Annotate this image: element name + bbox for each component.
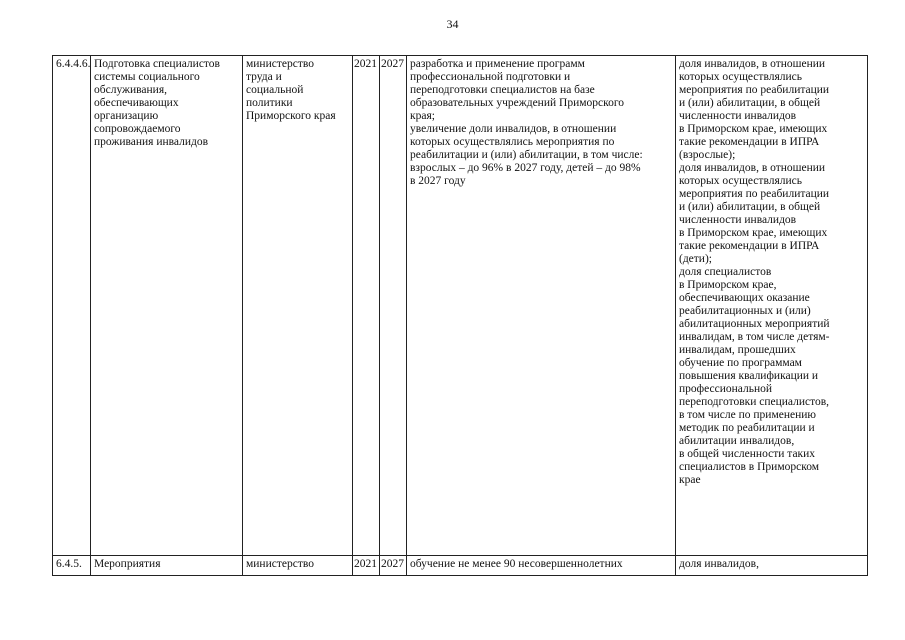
text-line: абилитации инвалидов,: [679, 435, 795, 447]
text-line: инвалидам, в том числе детям-: [679, 331, 830, 343]
text-line: министерство: [246, 558, 314, 570]
expected-result-cell: [407, 556, 676, 576]
text-line: доля инвалидов,: [679, 558, 759, 570]
year-end-cell: 2027: [380, 556, 407, 576]
text-line: увеличение доли инвалидов, в отношении: [410, 123, 617, 135]
text-line: системы социального: [94, 71, 200, 83]
text-line: труда и: [246, 71, 282, 83]
text-line: численности инвалидов: [679, 110, 797, 122]
text-line: которых осуществлялись мероприятия по: [410, 136, 615, 148]
text-line: инвалидам, прошедших: [679, 344, 796, 356]
text-line: которых осуществлялись: [679, 71, 802, 83]
text-line: доля инвалидов, в отношении: [679, 162, 826, 174]
text-line: в Приморском крае, имеющих: [679, 123, 828, 135]
text-line: абилитационных мероприятий: [679, 318, 830, 330]
text-line: сопровождаемого: [94, 123, 181, 135]
text-line: специалистов в Приморском: [679, 461, 820, 473]
text-line: такие рекомендации в ИПРА: [679, 240, 820, 252]
text-line: взрослых – до 96% в 2027 году, детей – до 98%: [410, 162, 641, 174]
text-line: образовательных учреждений Приморского: [410, 97, 625, 109]
row-number-cell: 6.4.4.6.: [53, 56, 91, 556]
text-line: повышения квалификации и: [679, 370, 819, 382]
text-line: методик по реабилитации и: [679, 422, 815, 434]
text-line: численности инвалидов: [679, 214, 797, 226]
text-line: профессиональной: [679, 383, 773, 395]
text-line: мероприятия по реабилитации: [679, 188, 830, 200]
text-line: в Приморском крае, имеющих: [679, 227, 828, 239]
text-line: (взрослые);: [679, 149, 736, 161]
row-number-cell: 6.4.5.: [53, 556, 91, 576]
text-line: в том числе по применению: [679, 409, 817, 421]
text-line: обеспечивающих оказание: [679, 292, 810, 304]
year-start-cell: 2021: [353, 56, 380, 556]
text-line: и (или) абилитации, в общей: [679, 201, 821, 213]
text-line: реабилитационных и (или): [679, 305, 811, 317]
text-line: которых осуществлялись: [679, 175, 802, 187]
text-line: профессиональной подготовки и: [410, 71, 571, 83]
year-start-cell: 2021: [353, 556, 380, 576]
text-line: в общей численности таких: [679, 448, 816, 460]
measures-table: [52, 55, 868, 576]
text-line: доля инвалидов, в отношении: [679, 58, 826, 70]
text-line: в Приморском крае,: [679, 279, 777, 291]
text-line: доля специалистов: [679, 266, 772, 278]
text-line: обучение по программам: [679, 357, 802, 369]
text-line: края;: [410, 110, 435, 122]
text-line: реабилитации и (или) абилитации, в том числе:: [410, 149, 643, 161]
indicator-cell: [676, 556, 868, 576]
text-line: такие рекомендации в ИПРА: [679, 136, 820, 148]
text-line: крае: [679, 474, 701, 486]
text-line: разработка и применение программ: [410, 58, 585, 70]
year-end-cell: 2027: [380, 56, 407, 556]
text-line: переподготовки специалистов на базе: [410, 84, 595, 96]
text-line: и (или) абилитации, в общей: [679, 97, 821, 109]
text-line: социальной: [246, 84, 304, 96]
text-line: обслуживания,: [94, 84, 167, 96]
table-row: [53, 56, 868, 556]
text-line: Приморского края: [246, 110, 336, 122]
text-line: Подготовка специалистов: [94, 58, 220, 70]
text-line: обеспечивающих: [94, 97, 179, 109]
measure-name-cell: [91, 556, 243, 576]
text-line: организацию: [94, 110, 159, 122]
text-line: (дети);: [679, 253, 712, 265]
text-line: обучение не менее 90 несовершеннолетних: [410, 558, 623, 570]
measure-name-cell: [91, 56, 243, 556]
text-line: переподготовки специалистов,: [679, 396, 830, 408]
text-line: министерство: [246, 58, 314, 70]
table-row: [53, 556, 868, 576]
text-line: политики: [246, 97, 293, 109]
page-number: 34: [446, 17, 459, 31]
text-line: проживания инвалидов: [94, 136, 209, 148]
executor-cell: [243, 56, 353, 556]
text-line: мероприятия по реабилитации: [679, 84, 830, 96]
expected-result-cell: [407, 56, 676, 556]
text-line: Мероприятия: [94, 558, 161, 570]
text-line: в 2027 году: [410, 175, 466, 187]
indicator-cell: [676, 56, 868, 556]
executor-cell: [243, 556, 353, 576]
